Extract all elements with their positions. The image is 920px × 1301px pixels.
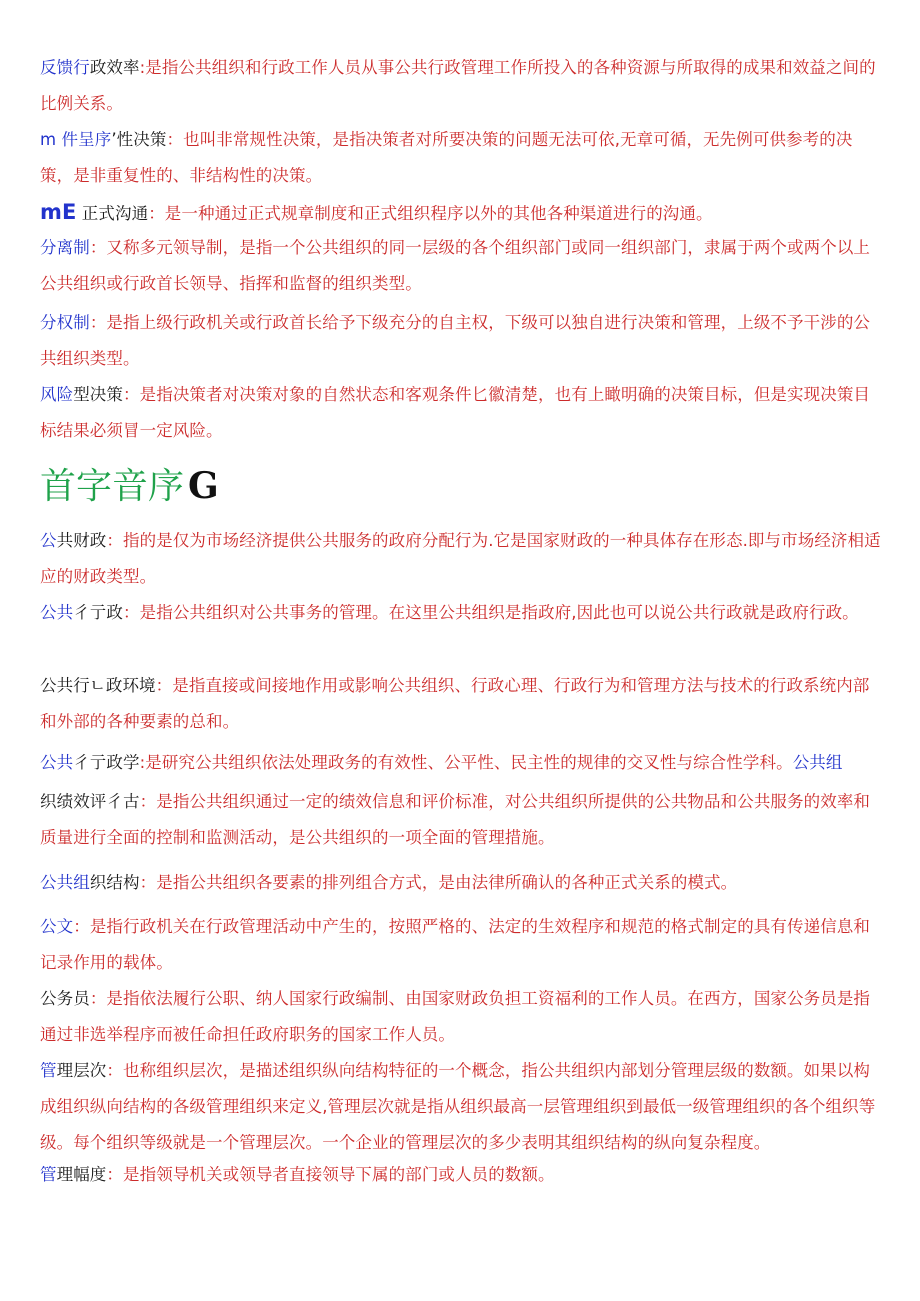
separator: : [139, 58, 146, 77]
entry-management-span [40, 1157, 882, 1193]
definition: 是指公共组织各要素的排列组合方式，是由法律所确认的各种正式关系的模式。 [156, 873, 738, 892]
separator: ： [139, 792, 157, 811]
term: 彳亍政学 [73, 753, 140, 772]
definition: 也称组织层次，是描述组织纵向结构特征的一个概念，指公共组织内部划分管理层级的数额。如果以构成组织纵向结构的各级管理组织来定义,管理层次就是指从组织最高一层管理组织到最低一级管理组织的各个组织等级。每个组织等级就是一个管理层次。一个企业的管理层次的多少表明其组织结构的纵向复杂程度。 [40, 1061, 876, 1152]
term-highlight: 管 [40, 1061, 57, 1080]
definition: 是指领导机关或领导者直接领导下属的部门或人员的数额。 [123, 1165, 555, 1184]
separator: : [139, 753, 146, 772]
entry-public-administration [40, 595, 860, 631]
separator: ： [148, 204, 165, 223]
separator: ： [155, 676, 173, 695]
term: 正式沟通 [76, 204, 149, 223]
separator: ： [106, 531, 124, 550]
term: 织绩效评彳古 [40, 792, 140, 811]
term-highlight: 风险 [40, 385, 74, 404]
entry-non-programmed-decision [40, 122, 882, 194]
term-highlight: 公 [40, 531, 57, 550]
term-highlight: 分离制 [40, 238, 90, 257]
definition: 是指决策者对决策对象的自然状态和客观条件匕徽清楚，也有上瞰明确的决策目标，但是实现决策目标结果必须冒一定风险。 [40, 385, 871, 440]
term-highlight: 反馈行 [40, 58, 90, 77]
term: 型决策 [73, 385, 124, 404]
section-heading [40, 458, 219, 514]
definition: 是指直接或间接地作用或影响公共组织、行政心理、行政行为和管理方法与技术的行政系统内部和外部的各种要素的总和。 [40, 676, 870, 731]
definition: 是指公共组织通过一定的绩效信息和评价标准，对公共组织所提供的公共物品和公共服务的效率和质量进行全面的控制和监测活动，是公共组织的一项全面的管理措施。 [40, 792, 871, 847]
separator: ： [89, 313, 107, 332]
separator: ： [123, 385, 140, 404]
entry-decentralization [40, 305, 882, 377]
separator: ： [123, 603, 140, 622]
entry-risk-decision [40, 377, 882, 449]
entry-separation-system [40, 230, 882, 302]
term-highlight: 公共 [40, 603, 74, 622]
term-highlight: 公共组 [40, 873, 90, 892]
definition: 是指公共组织对公共事务的管理。在这里公共组织是指政府,因此也可以说公共行政就是政府行政。 [139, 603, 859, 622]
definition: 是指上级行政机关或行政首长给予下级充分的自主权，下级可以独自进行决策和管理，上级不予干涉的公共组织类型。 [40, 313, 871, 368]
separator: ： [166, 130, 184, 149]
definition: 也叫非常规性决策，是指决策者对所要决策的问题无法可依,无章可循，无先例可供参考的决策，是非重复性的、非结构性的决策。 [40, 130, 853, 185]
entry-informal-communication [40, 194, 882, 232]
term: 彳亍政 [73, 603, 124, 622]
definition: 是指依法履行公职、纳人国家行政编制、由国家财政负担工资福利的工作人员。在西方，国家公务员是指通过非选举程序而被任命担任政府职务的国家工作人员。 [40, 989, 871, 1044]
term: 公共行ㄴ政环境 [40, 676, 156, 695]
separator: ： [106, 1165, 124, 1184]
term-highlight: mE [40, 200, 77, 224]
term-highlight: m 件呈序 [40, 130, 112, 149]
term: 共财政 [56, 531, 107, 550]
entry-civil-servant [40, 981, 882, 1053]
term-highlight: 管 [40, 1165, 57, 1184]
separator: ： [106, 1061, 124, 1080]
term-highlight-continued: 公共组 [792, 753, 843, 772]
entry-public-admin-environment [40, 668, 882, 740]
term-highlight: 公共 [40, 753, 74, 772]
definition: 是指行政机关在行政管理活动中产生的，按照严格的、法定的生效程序和规范的格式制定的具有传递信息和记录作用的载体。 [40, 917, 871, 972]
separator: ： [89, 989, 107, 1008]
definition: 是研究公共组织依法处理政务的有效性、公平性、民主性的规律的交叉性与综合性学科。 [145, 753, 793, 772]
separator: ： [73, 917, 90, 936]
entry-feedback-efficiency [40, 50, 882, 122]
term: 理幅度 [56, 1165, 107, 1184]
term: 理层次 [56, 1061, 107, 1080]
term: 织结构 [89, 873, 140, 892]
definition: 又称多元领导制，是指一个公共组织的同一层级的各个组织部门或同一组织部门，隶属于两个或两个以上公共组织或行政首长领导、指挥和监督的组织类型。 [40, 238, 871, 293]
entry-public-admin-science [40, 745, 882, 781]
entry-organization-structure [40, 865, 882, 901]
section-heading-letter: G [188, 465, 219, 507]
separator: ： [139, 873, 157, 892]
definition: 是一种通过正式规章制度和正式组织程序以外的其他各种渠道进行的沟通。 [164, 204, 713, 223]
term-highlight: 公文 [40, 917, 74, 936]
term: ’性决策 [111, 130, 167, 149]
section-heading-text: 首字音序 [40, 466, 185, 507]
definition: 指的是仅为市场经济提供公共服务的政府分配行为.它是国家财政的一种具体存在形态.即与市场经济相适应的财政类型。 [40, 531, 881, 586]
term: 公务员 [40, 989, 90, 1008]
entry-management-levels [40, 1053, 882, 1161]
term-highlight: 分权制 [40, 313, 90, 332]
entry-performance-evaluation [40, 784, 882, 856]
separator: ： [89, 238, 107, 257]
definition: 是指公共组织和行政工作人员从事公共行政管理工作所投入的各种资源与所取得的成果和效益之间的比例关系。 [40, 58, 876, 113]
term: 政效率 [89, 58, 140, 77]
entry-official-document [40, 909, 882, 981]
entry-public-finance [40, 523, 882, 595]
